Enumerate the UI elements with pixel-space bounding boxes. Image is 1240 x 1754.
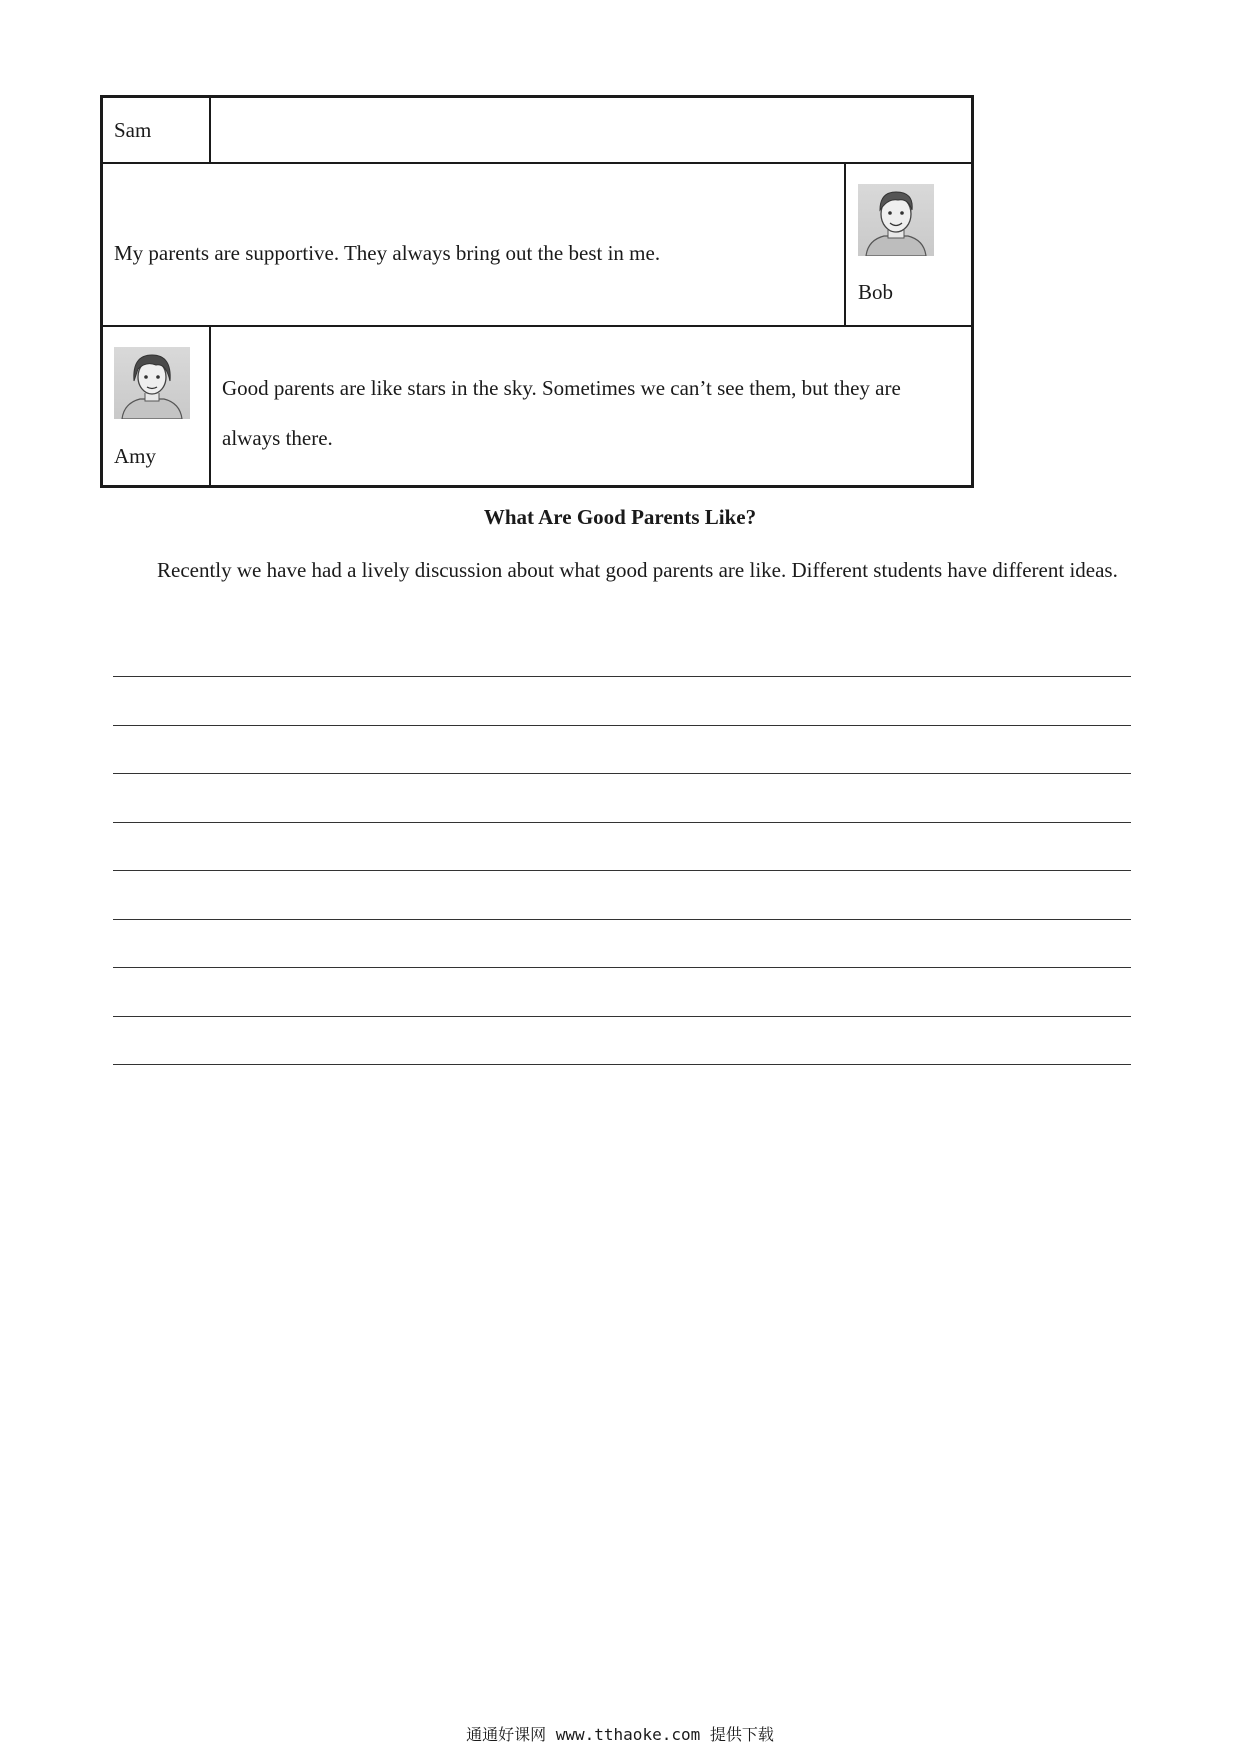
bob-name: Bob bbox=[858, 280, 894, 304]
writing-area[interactable] bbox=[113, 676, 1131, 1113]
sam-answer-blank[interactable] bbox=[211, 98, 971, 162]
bob-name-cell bbox=[846, 164, 971, 325]
writing-line[interactable] bbox=[113, 967, 1131, 968]
writing-line[interactable] bbox=[113, 725, 1131, 726]
girl-portrait-icon bbox=[114, 347, 190, 419]
sam-name-cell bbox=[103, 98, 211, 162]
writing-line[interactable] bbox=[113, 822, 1131, 823]
table-row-sam bbox=[103, 98, 971, 164]
amy-name: Amy bbox=[114, 444, 156, 468]
writing-line[interactable] bbox=[113, 1064, 1131, 1065]
table-row-amy bbox=[103, 327, 971, 485]
amy-name-cell bbox=[103, 327, 211, 485]
writing-line[interactable] bbox=[113, 1016, 1131, 1017]
essay-intro: Recently we have had a lively discussion about what good parents are like. Different students have different ideas. bbox=[157, 558, 1118, 582]
table-row-bob bbox=[103, 164, 971, 327]
footer-source: 通通好课网 www.tthaoke.com 提供下载 bbox=[466, 1725, 774, 1744]
amy-quote: Good parents are like stars in the sky. Sometimes we can’t see them, but they are always there. bbox=[222, 376, 901, 450]
bob-quote: My parents are supportive. They always bring out the best in me. bbox=[114, 241, 661, 265]
bob-quote-cell bbox=[103, 164, 846, 325]
opinion-table bbox=[100, 95, 974, 488]
writing-line[interactable] bbox=[113, 870, 1131, 871]
essay-title: What Are Good Parents Like? bbox=[483, 505, 757, 529]
writing-line[interactable] bbox=[113, 676, 1131, 677]
sam-name: Sam bbox=[114, 118, 152, 142]
boy-portrait-icon bbox=[858, 184, 934, 256]
amy-quote-cell bbox=[211, 327, 971, 485]
writing-line[interactable] bbox=[113, 919, 1131, 920]
writing-line[interactable] bbox=[113, 773, 1131, 774]
